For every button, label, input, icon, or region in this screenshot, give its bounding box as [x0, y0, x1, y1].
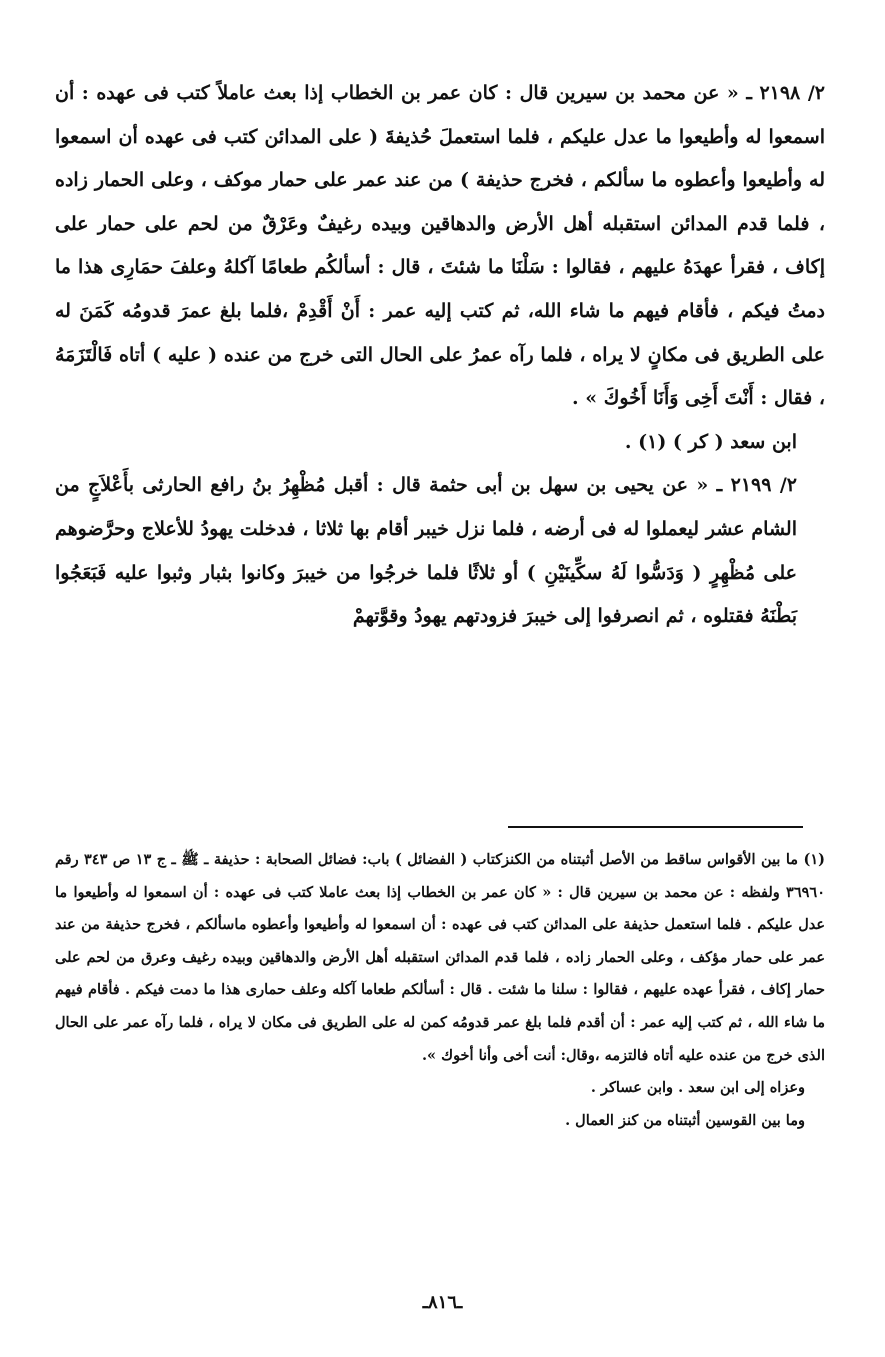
- footnote-1: (١) ما بين الأقواس ساقط من الأصل أثبتناه من الكنزكتاب ( الفضائل ) باب: فضائل الصحابة : حذيفة ـ ﷺ ـ ج ١٣ ص ٣٤٣ رقم ٣٦٩٦٠ ولفظه : عن محمد بن سيرين قال : « كان عمر بن الخطاب إذا بعث عاملا كتب فى عهده : أن اسمعوا له وأطيعوا ما عدل عليكم . فلما استعمل حذيفة على المدائن كتب فى عهده : أن اسمعوا له وأطيعوا وأعطوه ماسألكم ، فخرج حذيفة من عند عمر على حمار مؤكف ، وعلى الحمار زاده ، فلما قدم المدائن استقبله أهل الأرض والدهاقين وبيده رغيف وعرق من لحم على حمار إكاف ، فقرأ عهده عليهم ، فقالوا : سلنا ما شئت . قال : أسألكم طعاما آكله وعلف حمارى هذا ما دمت فيكم . فأقام فيهم ما شاء الله ، ثم كتب إليه عمر : أن أقدم فلما بلغ عمر قدومُه كمن له على الطريق فى مكان لا يراه ، فلما رآه عمر على الحال الذى خرج من عنده عليه أتاه فالتزمه ،وقال: أنت أخى وأنا أخوك ».: [55, 851, 825, 1064]
- footnote-separator: [508, 826, 803, 828]
- hadith-number: ٢/ ٢١٩٨ ـ: [746, 82, 825, 104]
- hadith-number: ٢/ ٢١٩٩ ـ: [716, 474, 797, 497]
- hadith-2199: [55, 464, 825, 638]
- hadith-source: ابن سعد ( كر ) (١) .: [624, 430, 797, 453]
- page-number: ـ٨١٦ـ: [422, 1292, 463, 1313]
- main-text-block: [55, 72, 825, 639]
- footnotes-block: [55, 844, 825, 1137]
- hadith-text: « عن محمد بن سيرين قال : كان عمر بن الخطاب إذا بعث عاملاً كتب فى عهده : أن اسمعوا له وأطيعوا ما عدل عليكم ، فلما استعملَ حُذيفةَ ( على المدائن كتب فى عهده أن اسمعوا له وأطيعوا وأعطوه ما سألكم ، فخرج حذيفة ) من عند عمر على حمار موكف ، وعلى الحمار زاده ، فلما قدم المدائن استقبله أهل الأرض والدهاقين وبيده رغيفٌ وعَرْقٌ من لحم على حمار على إكاف ، فقرأ عهدَهُ عليهم ، فقالوا : سَلْنَا ما شئتَ ، قال : أسألكُم طعامًا آكلهُ وعلفَ حمَارِى هذا ما دمتُ فيكم ، فأقام فيهم ما شاء الله، ثم كتب إليه عمر : أَنْ أَقْدِمْ ،فلما بلغ عمرَ قدومُه كَمَنَ له على الطريق فى مكانٍ لا يراه ، فلما رآه عمرُ على الحال التى خرج من عنده ( عليه ) أتاه فَالْتَزَمَهُ ، فقال : أَنْتَ أَخِى وَأَنَا أَخُوكَ » .: [55, 82, 825, 410]
- hadith-2198: [55, 72, 825, 421]
- hadith-text: « عن يحيى بن سهل بن أبى حثمة قال : أقبل مُظْهِرُ بنُ رافع الحارثى بأَعْلاَجٍ من الشام عشر ليعملوا له فى أرضه ، فلما نزل خيبر أقام بها ثلاثا ، فدخلت يهودُ للأعلاج وحرَّضوهم على مُظْهِرٍ ( وَدَسُّوا لَهُ سكِّينَيْنِ ) أو ثلاثًا فلما خرجُوا من خيبرَ وكانوا بثبار وثبوا عليه فَبَعَجُوا بَطْنَهُ فقتلوه ، ثم انصرفوا إلى خيبرَ فزودتهم يهودُ وقوَّتهمْ: [55, 474, 797, 628]
- footnote-note: وما بين القوسين أثبتناه من كنز العمال .: [565, 1111, 805, 1129]
- footnote-attribution: وعزاه إلى ابن سعد . وابن عساكر .: [590, 1079, 805, 1097]
